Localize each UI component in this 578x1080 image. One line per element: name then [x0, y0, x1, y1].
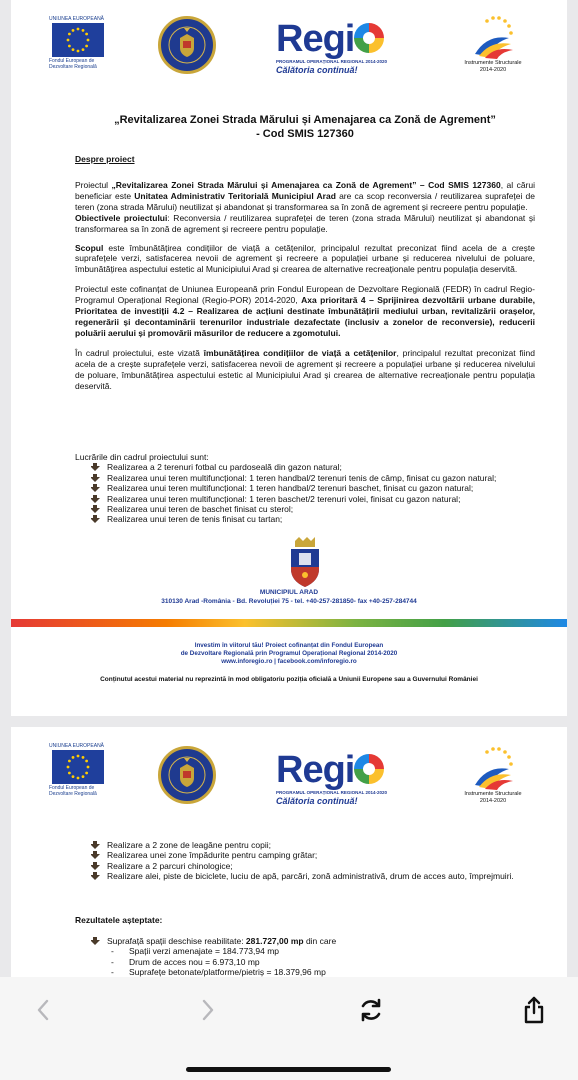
text-run: , al cărui beneficiar este — [75, 180, 536, 201]
text-run: este îmbunătățirea condițiilor de viață a cetățenilor, principalul rezultat preconizat fiind acela de a crește suprafețele verzi, satisfacerea nevoii de agrement și recreere a populației urbane și reducerea nivelului de poluare, îmbunătățirea aspectului estetic al Municipiului Arad și crearea de alternative recreaționale pentru populația deservită. — [75, 242, 535, 275]
list-item — [90, 462, 545, 472]
text-run-bold: Obiectivele proiectului — [75, 212, 168, 223]
text-run: din care — [303, 936, 337, 946]
sub-list-item — [111, 946, 545, 956]
document-page-1 — [11, 0, 567, 716]
text-run: , principalul rezultat preconizat fiind acela de a crește suprafețele verzi, satisfacerea nevoii de agrement și recreere a populației urbane și reducerea nivelului de poluare, îmbunătățirea aspectului estetic al Municipiului Arad și crearea de alternative recreaționale pentru populația deservită. — [75, 347, 535, 391]
arrow-bullet-icon — [90, 514, 107, 524]
list-item — [90, 850, 545, 860]
instrumente-structurale-logo — [458, 14, 528, 74]
sub-list-text: Drum de acces nou = 6.973,10 mp — [129, 956, 260, 967]
list-item-text — [107, 936, 545, 946]
list-item-text: Realizarea a 2 terenuri fotbal cu pardoseală din gazon natural; — [107, 462, 342, 473]
share-button[interactable] — [519, 995, 549, 1025]
list-item-text: Realizarea unei zone împădurite pentru camping grătar; — [107, 850, 318, 861]
home-indicator[interactable] — [186, 1067, 391, 1072]
refresh-icon — [357, 996, 385, 1024]
list-item-text: Realizare a 2 zone de leagăne pentru copii; — [107, 840, 271, 850]
regio-tagline: Călătoria continuă! — [276, 65, 358, 75]
text-run: Proiectul este cofinanțat de Uniunea Europeană prin Fondul European de Dezvoltare Regională (FEDR) în cadrul Regio-Programul Operațional Regional (Regio-POR) 2014-2020, — [75, 284, 535, 306]
results-heading: Rezultatele așteptate: — [75, 915, 163, 925]
text-run-bold: „Revitalizarea Zonei Strada Mărului și Amenajarea ca Zonă de Agrement” – Cod SMIS 127360 — [111, 180, 501, 190]
list-item — [90, 871, 545, 881]
list-item-text: Realizare a 2 parcuri chinologice; — [107, 860, 233, 871]
regio-o-icon — [354, 754, 384, 784]
arrow-bullet-icon — [90, 936, 107, 946]
regio-program: PROGRAMUL OPERAȚIONAL REGIONAL 2014-2020 — [276, 59, 388, 64]
arad-coat-of-arms-icon — [287, 537, 323, 587]
list-item — [90, 494, 545, 504]
sub-list-item — [111, 957, 545, 967]
arrow-bullet-icon — [90, 861, 107, 871]
instrumente-structurale-icon — [469, 745, 517, 791]
list-item — [90, 936, 545, 946]
sub-results — [111, 946, 545, 977]
title-line-2: - Cod SMIS 127360 — [256, 128, 354, 140]
eu-flag-icon — [52, 23, 104, 57]
arad-municipality-name: MUNICIPIUL ARAD — [259, 589, 319, 596]
list-item-text: Realizarea unui teren multifuncțional: 1 teren handbal/2 terenuri tenis de câmp, finisat cu gazon natural; — [107, 472, 497, 483]
text-run: În cadrul proiectului, este vizată — [75, 347, 204, 358]
title-line-1: „Revitalizarea Zonei Strada Mărului și Amenajarea ca Zonă de Agrement” — [114, 114, 496, 126]
paragraph-intro — [75, 180, 535, 213]
arrow-bullet-icon — [90, 871, 107, 881]
instrumente-structurale-logo — [458, 745, 528, 805]
eu-flag-icon — [52, 750, 104, 784]
list-item-text: Realizarea unui teren de baschet finisat cu sterol; — [107, 504, 294, 515]
arad-address: 310130 Arad -România - Bd. Revoluției 75 - tel. +40-257-281850- fax +40-257-284744 — [161, 598, 417, 605]
eu-caption-fund-2: Dezvoltare Regională — [49, 791, 97, 797]
dash-bullet: - — [111, 956, 114, 967]
is-caption: Instrumente Structurale — [464, 60, 522, 66]
arrow-bullet-icon — [90, 462, 107, 472]
regio-tagline: Călătoria continuă! — [276, 796, 358, 806]
eu-caption-fund-2: Dezvoltare Regională — [49, 64, 97, 70]
eu-caption-fund: Fondul European de — [49, 58, 95, 64]
sub-list-text: Suprafețe betonate/platforme/pietriș = 18.379,96 mp — [129, 967, 326, 977]
text-run-bold: Scopul — [75, 242, 104, 253]
paragraph-objectives — [75, 213, 535, 235]
eu-caption-top: UNIUNEA EUROPEANĂ — [49, 743, 105, 749]
refresh-button[interactable] — [356, 995, 386, 1025]
dash-bullet: - — [111, 946, 114, 957]
text-run-bold: Axa prioritară 4 – Sprijinirea dezvoltării urbane durabile, Prioritatea de investiții 4.2 – Realizarea de acțiuni destinate îmbunătățirii mediului urban, revitalizării orașelor, regenerării și decontaminării terenurilor industriale dezafectate (inclusiv a zonelor de reconversie), reducerii poluării aerului și promovării măsurilor de reducere a zgomotului. — [75, 295, 535, 338]
regio-program: PROGRAMUL OPERAȚIONAL REGIONAL 2014-2020 — [276, 790, 388, 795]
arrow-bullet-icon — [90, 473, 107, 483]
eu-logo — [49, 16, 117, 70]
text-run: Suprafață spații deschise reabilitate: — [107, 936, 246, 946]
dash-bullet: - — [111, 967, 114, 977]
disclaimer: Conținutul acestui material nu reprezintă în mod obligatoriu poziția oficială a Uniunii Europene sau a Guvernului României — [100, 676, 478, 683]
paragraph-funding — [75, 284, 535, 339]
text-run: : Reconversia / reutilizarea suprafeței de teren (zona strada Mărului) neutilizat și abandonat și transformarea sa în zonă de agrement și recreere pentru populație. — [75, 212, 535, 234]
sub-list-item — [111, 967, 545, 977]
list-item-text: Realizarea unui teren multifuncțional: 1 teren handbal/2 terenuri baschet, finisat cu gazon natural; — [107, 483, 474, 494]
text-run-bold: 281.727,00 mp — [245, 936, 304, 946]
list-item — [90, 840, 545, 850]
chevron-left-icon — [36, 999, 50, 1021]
section-heading-about: Despre proiect — [75, 154, 135, 164]
sub-list-text: Spații verzi amenajate = 184.773,94 mp — [129, 946, 280, 957]
works-list-continued — [75, 840, 545, 882]
arrow-bullet-icon — [90, 504, 107, 514]
results-list — [75, 936, 545, 977]
text-run-bold: Unitatea Administrativ Teritorială Municipiul Arad — [134, 190, 336, 201]
paragraph-benefits — [75, 348, 535, 392]
list-item — [90, 473, 545, 483]
romanian-government-seal-icon — [158, 746, 216, 804]
is-caption-years: 2014-2020 — [479, 798, 507, 804]
arrow-bullet-icon — [90, 840, 107, 850]
arrow-bullet-icon — [90, 494, 107, 504]
funding-footer — [11, 642, 567, 666]
text-run: are ca scop reconversia / reutilizarea suprafeței de teren (zona strada Mărului) neutilizat și abandonat și transformarea sa în zonă de agrement și recreere pentru populație. — [75, 190, 535, 212]
arrow-bullet-icon — [90, 483, 107, 493]
instrumente-structurale-icon — [469, 14, 517, 60]
footer-line: Investim în viitorul tău! Proiect cofinanțat din Fondul European — [194, 642, 384, 649]
list-item-text: Realizare alei, piste de biciclete, luciu de apă, parcări, zonă administrativă, drum de acces auto, împrejmuiri. — [107, 871, 514, 882]
list-item-text: Realizarea unui teren de tenis finisat cu tartan; — [107, 514, 283, 525]
back-button[interactable] — [28, 995, 58, 1025]
eu-logo — [49, 743, 117, 797]
eu-caption-fund: Fondul European de — [49, 785, 95, 791]
paragraph-scope — [75, 243, 535, 276]
regio-wordmark: Regi — [276, 18, 355, 60]
chevron-right-icon — [201, 999, 215, 1021]
regio-logo — [276, 751, 406, 806]
regio-logo — [276, 20, 406, 75]
regio-wordmark: Regi — [276, 749, 355, 791]
logo-header — [11, 0, 567, 90]
eu-caption-top: UNIUNEA EUROPEANĂ — [49, 16, 105, 22]
romanian-government-seal-icon — [158, 16, 216, 74]
document-title — [75, 113, 535, 141]
forward-button[interactable] — [193, 995, 223, 1025]
list-item — [90, 504, 545, 514]
regio-o-icon — [354, 23, 384, 53]
works-list — [75, 452, 545, 525]
list-item-text: Realizarea unui teren multifuncțional: 1 teren baschet/2 terenuri volei, finisat cu gazon natural; — [107, 493, 461, 504]
list-item — [90, 861, 545, 871]
bottom-toolbar — [0, 977, 578, 1080]
document-page-2 — [11, 727, 567, 977]
text-run: Proiectul — [75, 180, 112, 190]
document-body — [75, 180, 535, 391]
list-item — [90, 483, 545, 493]
arrow-bullet-icon — [90, 850, 107, 860]
text-run-bold: îmbunătățirea condițiilor de viață a cetățenilor — [203, 347, 397, 358]
footer-line: de Dezvoltare Regională prin Programul Operațional Regional 2014-2020 — [180, 650, 398, 657]
works-intro: Lucrările din cadrul proiectului sunt: — [75, 452, 209, 462]
color-stripe-divider — [11, 619, 567, 627]
share-icon — [523, 996, 545, 1024]
is-caption-years: 2014-2020 — [479, 67, 507, 73]
list-item — [90, 514, 545, 524]
logo-header — [11, 727, 567, 817]
is-caption: Instrumente Structurale — [464, 791, 522, 797]
footer-links: www.inforegio.ro | facebook.com/inforegio.ro — [221, 658, 357, 665]
